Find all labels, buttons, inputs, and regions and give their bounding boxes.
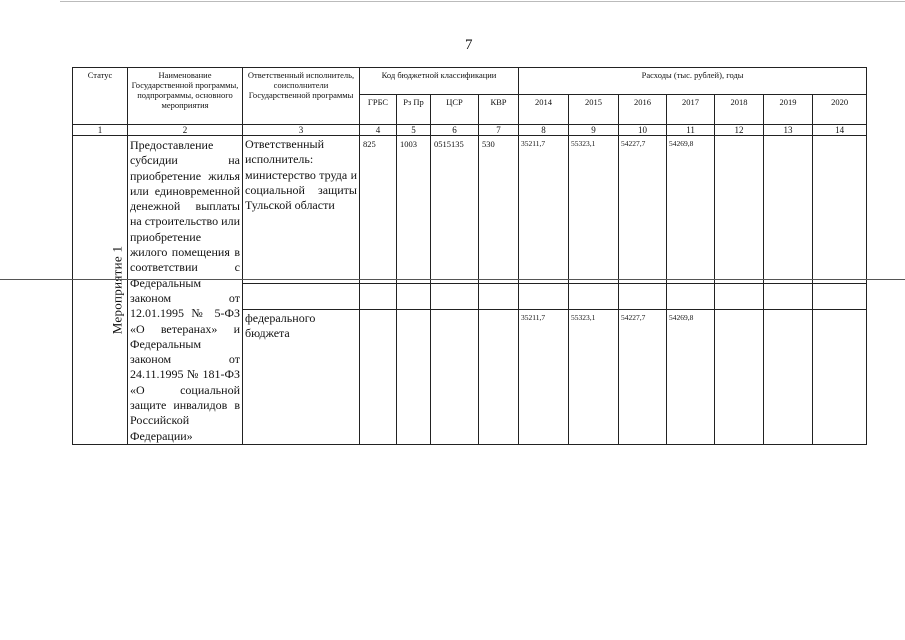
- header-year-2017: 2017: [667, 95, 715, 125]
- column-number: 13: [764, 125, 813, 136]
- responsible-executor: Ответственный исполнитель: министерство труда и социальной защиты Тульской области: [243, 136, 360, 284]
- status-cell: [73, 136, 128, 445]
- column-number: 3: [243, 125, 360, 136]
- code-kvr: [479, 283, 519, 309]
- code-rzpr: [397, 283, 431, 309]
- value-2017: [667, 283, 715, 309]
- value-2015: 55323,1: [569, 310, 619, 445]
- column-number-row: [73, 125, 867, 136]
- code-rzpr: [397, 310, 431, 445]
- column-number: 6: [431, 125, 479, 136]
- code-csr: [431, 283, 479, 309]
- header-code-grbs: ГРБС: [360, 95, 397, 125]
- column-number: 1: [73, 125, 128, 136]
- header-year-2020: 2020: [813, 95, 867, 125]
- column-number: 10: [619, 125, 667, 136]
- value-2014: 35211,7: [519, 310, 569, 445]
- value-2018: [715, 310, 764, 445]
- value-2015: [569, 283, 619, 309]
- header-expenses: Расходы (тыс. рублей), годы: [519, 68, 867, 95]
- responsible-empty: [243, 283, 360, 309]
- value-2019: [764, 310, 813, 445]
- value-2019: [764, 136, 813, 284]
- column-number: 14: [813, 125, 867, 136]
- funding-source: федерального бюджета: [243, 310, 360, 445]
- code-csr: 0515135: [431, 136, 479, 284]
- header-responsible: Ответственный исполнитель, соисполнители Государственной программы: [243, 68, 360, 125]
- column-number: 11: [667, 125, 715, 136]
- code-grbs: 825: [360, 136, 397, 284]
- header-year-2016: 2016: [619, 95, 667, 125]
- column-number: 2: [128, 125, 243, 136]
- value-2020: [813, 283, 867, 309]
- code-kvr: 530: [479, 136, 519, 284]
- value-2017: 54269,8: [667, 136, 715, 284]
- top-edge-rule: [60, 1, 905, 2]
- header-code-kvr: КВР: [479, 95, 519, 125]
- value-2014: 35211,7: [519, 136, 569, 284]
- code-grbs: [360, 283, 397, 309]
- table-row: [73, 136, 867, 284]
- value-2016: [619, 283, 667, 309]
- scan-seam-line: [0, 279, 905, 280]
- column-number: 7: [479, 125, 519, 136]
- column-number: 5: [397, 125, 431, 136]
- code-kvr: [479, 310, 519, 445]
- code-rzpr: 1003: [397, 136, 431, 284]
- header-year-2019: 2019: [764, 95, 813, 125]
- page-number: 7: [465, 37, 473, 53]
- value-2018: [715, 136, 764, 284]
- header-name: Наименование Государственной программы, подпрограммы, основного мероприятия: [128, 68, 243, 125]
- header-code-rzpr: Рз Пр: [397, 95, 431, 125]
- header-budget-code: Код бюджетной классификации: [360, 68, 519, 95]
- measure-description: Предоставление субсидии на приобретение жилья или единовременной денежной выплаты на строительство или приобретение жилого помещения в соответствии с Федеральным законом от 12.01.1995 № 5-ФЗ «О ветеранах» и Федеральным законом от 24.11.1995 № 181-ФЗ «О социальной защите инвалидов в Российской Федерации»: [128, 136, 243, 445]
- code-grbs: [360, 310, 397, 445]
- value-2016: 54227,7: [619, 310, 667, 445]
- value-2014: [519, 283, 569, 309]
- value-2017: 54269,8: [667, 310, 715, 445]
- value-2018: [715, 283, 764, 309]
- column-number: 9: [569, 125, 619, 136]
- value-2019: [764, 283, 813, 309]
- status-label: Мероприятие 1: [109, 245, 125, 335]
- column-number: 4: [360, 125, 397, 136]
- header-year-2014: 2014: [519, 95, 569, 125]
- value-2016: 54227,7: [619, 136, 667, 284]
- column-number: 8: [519, 125, 569, 136]
- header-row-1: [73, 68, 867, 95]
- header-code-csr: ЦСР: [431, 95, 479, 125]
- column-number: 12: [715, 125, 764, 136]
- header-year-2018: 2018: [715, 95, 764, 125]
- header-year-2015: 2015: [569, 95, 619, 125]
- code-csr: [431, 310, 479, 445]
- value-2015: 55323,1: [569, 136, 619, 284]
- header-status: Статус: [73, 68, 128, 125]
- value-2020: [813, 136, 867, 284]
- value-2020: [813, 310, 867, 445]
- budget-table: [72, 67, 867, 445]
